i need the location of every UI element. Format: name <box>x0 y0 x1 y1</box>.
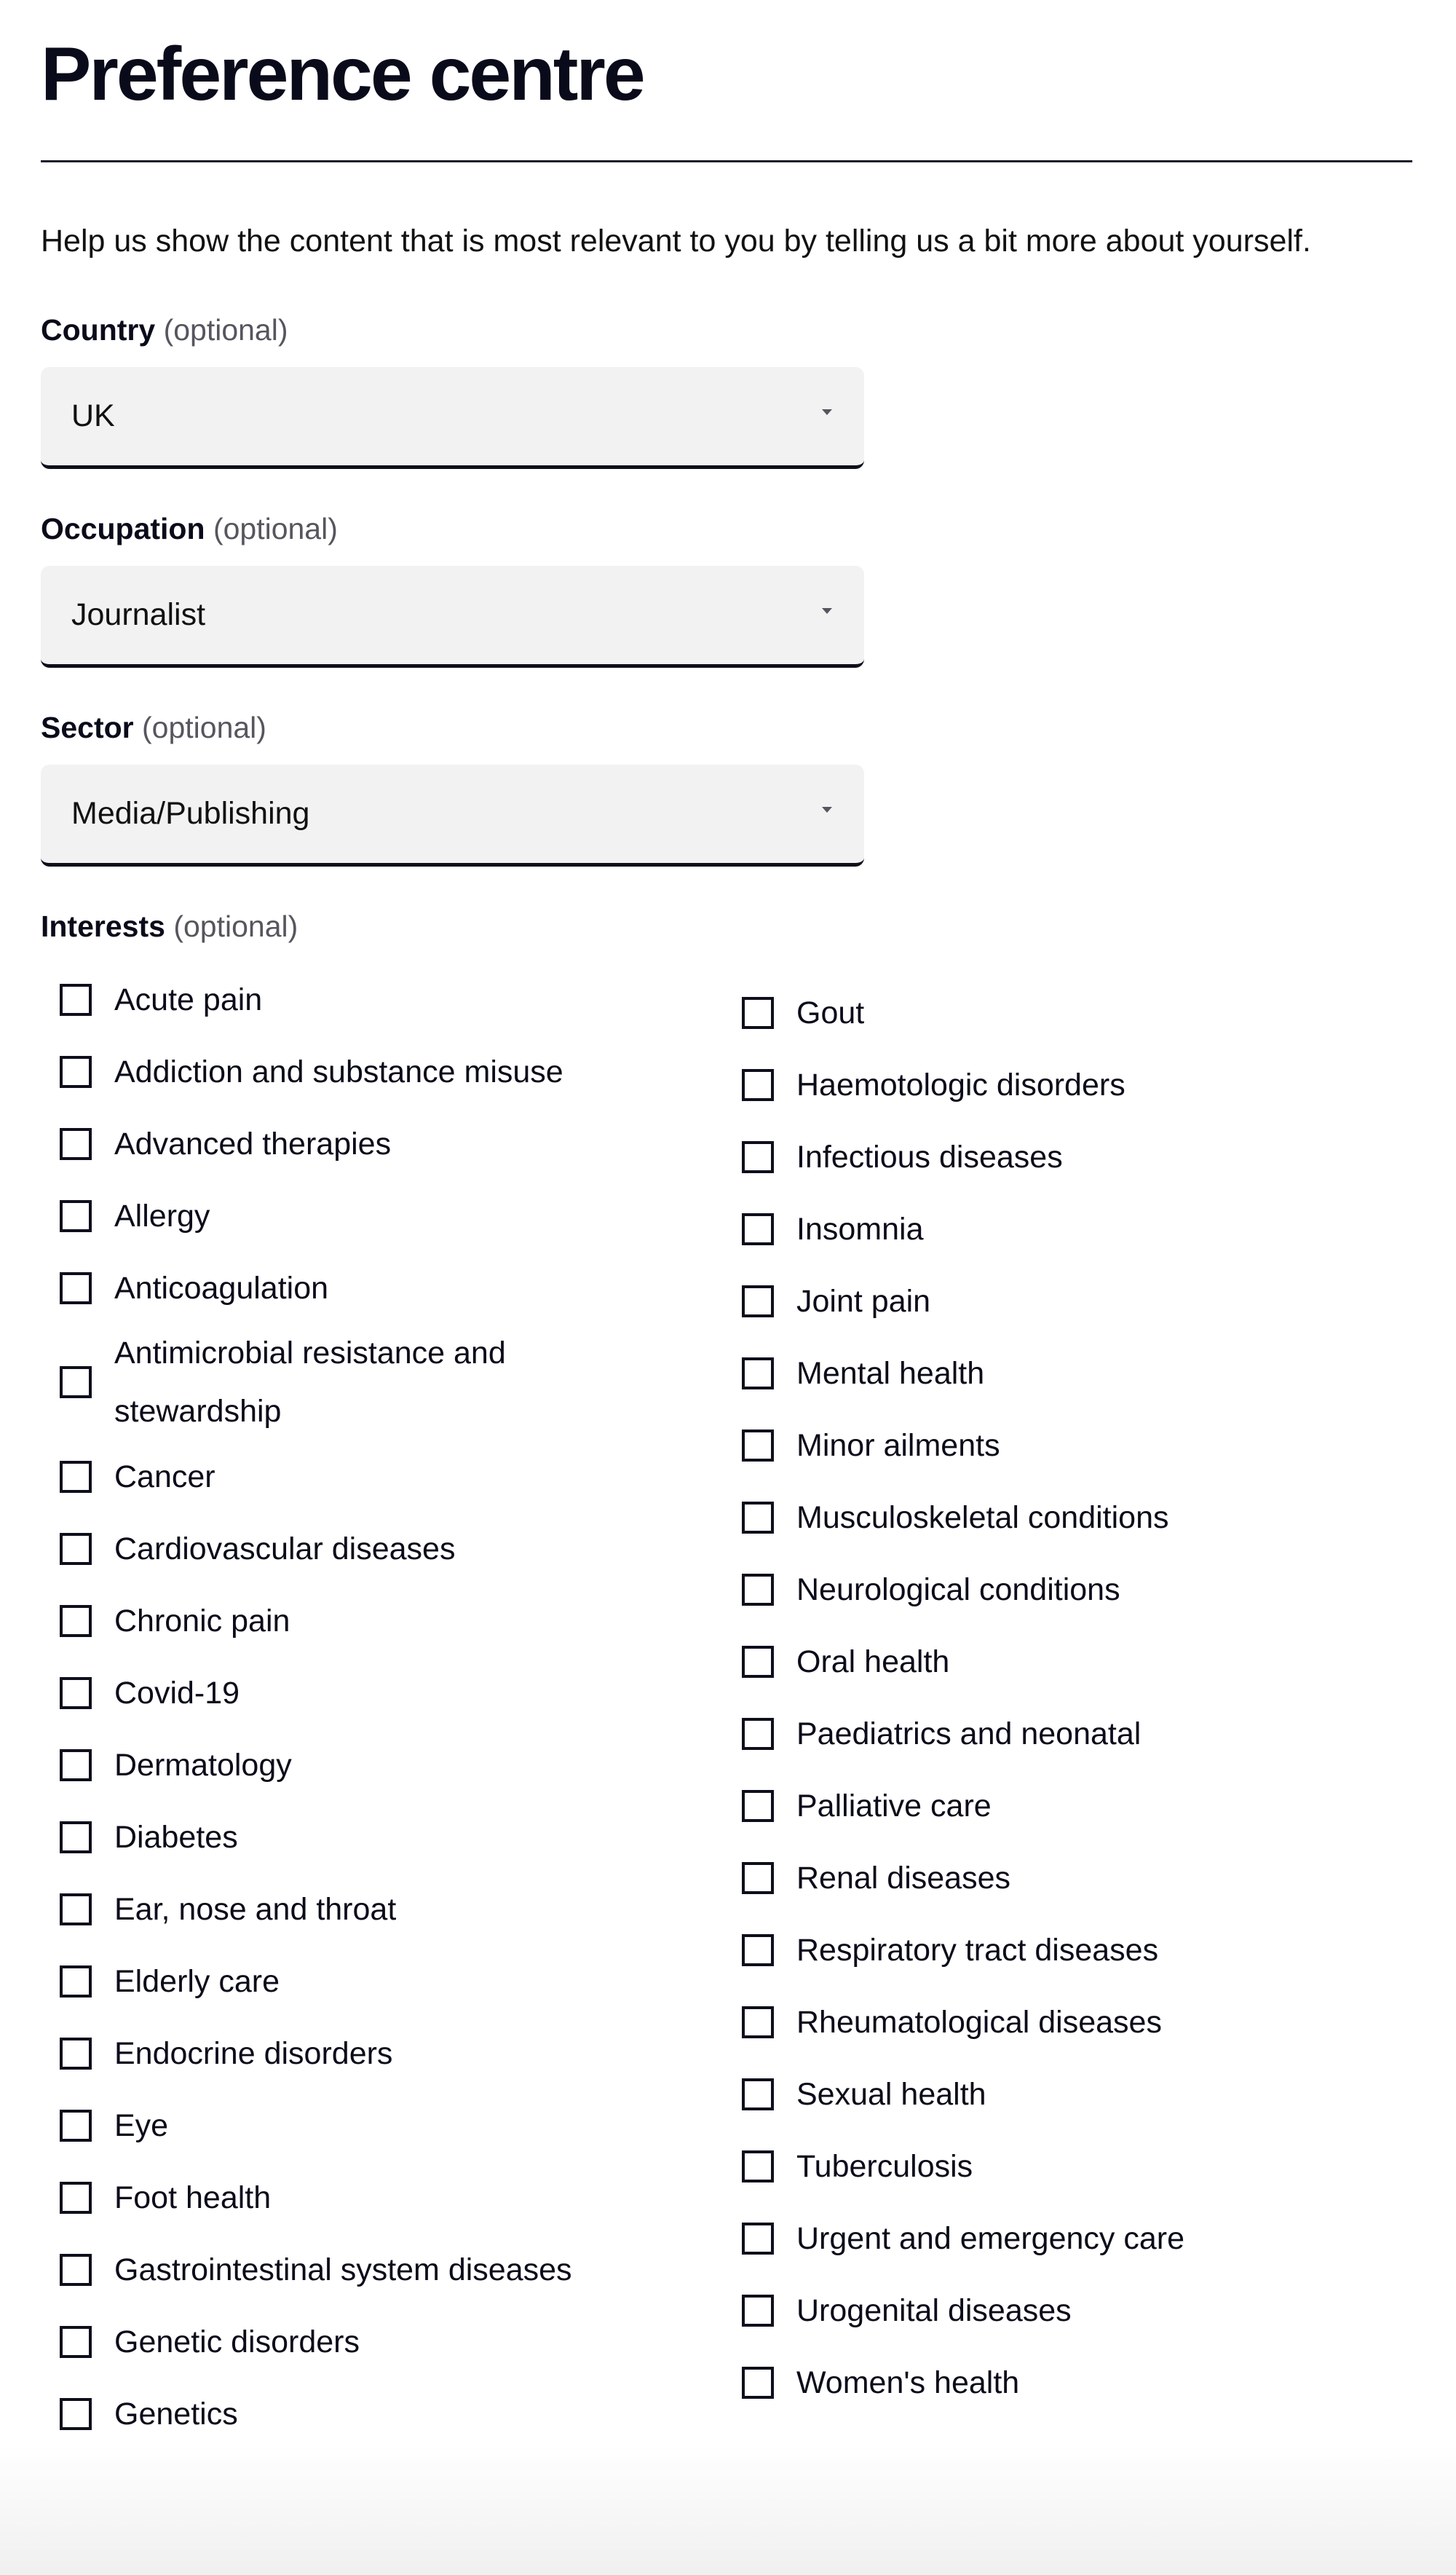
interests-left-column <box>41 963 742 2450</box>
interest-checkbox-item[interactable] <box>60 1873 742 1945</box>
interest-label: Antimicrobial resistance and stewardship <box>114 1336 506 1429</box>
sector-label-text: Sector <box>41 711 134 744</box>
checkbox[interactable] <box>60 2038 92 2070</box>
checkbox[interactable] <box>60 1366 92 1398</box>
interests-group <box>41 912 1414 2450</box>
interest-checkbox-item[interactable] <box>60 1324 742 1440</box>
checkbox[interactable] <box>60 1533 92 1565</box>
interest-label: Mental health <box>796 1355 985 1391</box>
interest-checkbox-item[interactable] <box>742 2058 1397 2130</box>
checkbox[interactable] <box>60 2110 92 2142</box>
interest-label: Anticoagulation <box>114 1270 329 1306</box>
checkbox[interactable] <box>742 1934 774 1966</box>
interest-label: Haemotologic disorders <box>796 1067 1125 1103</box>
interest-label: Ear, nose and throat <box>114 1891 397 1927</box>
checkbox[interactable] <box>742 2078 774 2110</box>
interest-checkbox-item[interactable] <box>60 1108 742 1180</box>
occupation-select[interactable] <box>41 566 864 668</box>
interest-label: Joint pain <box>796 1283 931 1319</box>
checkbox[interactable] <box>60 1821 92 1853</box>
interest-label: Advanced therapies <box>114 1126 392 1162</box>
bottom-fade-overlay <box>0 2444 1456 2575</box>
interest-label: Addiction and substance misuse <box>114 1054 563 1089</box>
interest-checkbox-item[interactable] <box>742 1049 1397 1121</box>
checkbox[interactable] <box>742 1646 774 1678</box>
interest-checkbox-item[interactable] <box>60 1252 742 1324</box>
interest-checkbox-item[interactable] <box>742 1625 1397 1697</box>
sector-select-value: Media/Publishing <box>71 796 310 831</box>
chevron-down-icon <box>822 807 832 813</box>
interest-label: Insomnia <box>796 1211 924 1247</box>
interest-label: Paediatrics and neonatal <box>796 1716 1142 1751</box>
checkbox[interactable] <box>60 984 92 1016</box>
interest-label: Cancer <box>114 1459 215 1494</box>
interests-label-text: Interests <box>41 910 165 943</box>
interest-label: Gout <box>796 995 865 1030</box>
interest-label: Foot health <box>114 2180 272 2215</box>
interest-label: Musculoskeletal conditions <box>796 1499 1169 1535</box>
interest-label: Rheumatological diseases <box>796 2004 1162 2040</box>
checkbox[interactable] <box>742 1069 774 1101</box>
intro-text: Help us show the content that is most relevant to you by telling us a bit more about yourself. <box>41 224 1311 259</box>
interest-checkbox-item[interactable] <box>742 1481 1397 1553</box>
interest-label: Renal diseases <box>796 1860 1011 1896</box>
checkbox[interactable] <box>60 1749 92 1781</box>
interest-label: Allergy <box>114 1198 210 1234</box>
checkbox[interactable] <box>742 1574 774 1606</box>
checkbox[interactable] <box>742 997 774 1029</box>
checkbox[interactable] <box>742 1718 774 1750</box>
checkbox[interactable] <box>60 2326 92 2358</box>
checkbox[interactable] <box>60 1272 92 1304</box>
interest-checkbox-item[interactable] <box>742 1337 1397 1409</box>
interest-checkbox-item[interactable] <box>742 1842 1397 1914</box>
interest-checkbox-item[interactable] <box>60 1513 742 1585</box>
interest-label: Genetic disorders <box>114 2324 360 2359</box>
interest-checkbox-item[interactable] <box>60 2017 742 2089</box>
checkbox[interactable] <box>60 2398 92 2430</box>
interest-checkbox-item[interactable] <box>60 963 742 1036</box>
checkbox[interactable] <box>60 1677 92 1709</box>
interest-checkbox-item[interactable] <box>742 1770 1397 1842</box>
interest-checkbox-item[interactable] <box>742 2130 1397 2202</box>
interests-columns <box>41 963 1414 2450</box>
interest-checkbox-item[interactable] <box>60 1729 742 1801</box>
checkbox[interactable] <box>60 1200 92 1232</box>
interest-label: Elderly care <box>114 1963 280 1999</box>
interest-label: Palliative care <box>796 1788 992 1823</box>
chevron-down-icon <box>822 409 832 415</box>
sector-optional-hint: (optional) <box>142 711 266 744</box>
interest-checkbox-item[interactable] <box>742 1986 1397 2058</box>
interest-checkbox-item[interactable] <box>60 1657 742 1729</box>
interest-checkbox-item[interactable] <box>60 1945 742 2017</box>
occupation-field <box>41 514 1414 668</box>
country-optional-hint: (optional) <box>163 313 288 347</box>
interest-label: Covid-19 <box>114 1675 240 1711</box>
interest-checkbox-item[interactable] <box>742 1265 1397 1337</box>
interest-label: Respiratory tract diseases <box>796 1932 1159 1968</box>
interest-checkbox-item[interactable] <box>742 977 1397 1049</box>
checkbox[interactable] <box>742 1141 774 1173</box>
chevron-down-icon <box>822 608 832 614</box>
sector-field <box>41 713 1414 867</box>
checkbox[interactable] <box>742 2295 774 2327</box>
interest-label: Gastrointestinal system diseases <box>114 2252 572 2287</box>
interest-checkbox-item[interactable] <box>60 2161 742 2233</box>
country-label <box>41 315 1414 345</box>
interest-checkbox-item[interactable] <box>60 1180 742 1252</box>
checkbox[interactable] <box>742 2367 774 2399</box>
interest-checkbox-item[interactable] <box>60 1440 742 1513</box>
checkbox[interactable] <box>742 2006 774 2038</box>
interest-checkbox-item[interactable] <box>60 2378 742 2450</box>
checkbox[interactable] <box>60 2254 92 2286</box>
interest-label: Endocrine disorders <box>114 2035 393 2071</box>
checkbox[interactable] <box>742 1862 774 1894</box>
occupation-optional-hint: (optional) <box>213 512 338 545</box>
interest-checkbox-item[interactable] <box>60 2306 742 2378</box>
title-divider <box>41 160 1412 162</box>
interest-checkbox-item[interactable] <box>60 1801 742 1873</box>
interest-label: Tuberculosis <box>796 2148 973 2184</box>
interest-label: Infectious diseases <box>796 1139 1063 1175</box>
interest-checkbox-item[interactable] <box>742 2202 1397 2274</box>
interest-checkbox-item[interactable] <box>742 1697 1397 1770</box>
country-field <box>41 315 1414 469</box>
interest-checkbox-item[interactable] <box>742 1193 1397 1265</box>
interest-checkbox-item[interactable] <box>60 1585 742 1657</box>
interest-label: Neurological conditions <box>796 1572 1120 1607</box>
interest-checkbox-item[interactable] <box>742 1409 1397 1481</box>
interest-checkbox-item[interactable] <box>742 2346 1397 2418</box>
interest-label: Cardiovascular diseases <box>114 1531 456 1566</box>
checkbox[interactable] <box>742 1502 774 1534</box>
interests-label <box>41 912 1414 942</box>
checkbox[interactable] <box>742 1213 774 1245</box>
checkbox[interactable] <box>742 1430 774 1462</box>
interest-label: Minor ailments <box>796 1427 1000 1463</box>
interest-label: Eye <box>114 2107 169 2143</box>
occupation-label <box>41 514 1414 544</box>
checkbox[interactable] <box>742 1357 774 1389</box>
interest-checkbox-item[interactable] <box>60 2233 742 2306</box>
interest-checkbox-item[interactable] <box>742 1553 1397 1625</box>
interest-label: Chronic pain <box>114 1603 290 1639</box>
country-select-value: UK <box>71 398 115 433</box>
interest-label: Genetics <box>114 2396 238 2432</box>
sector-label <box>41 713 1414 743</box>
interest-label: Sexual health <box>796 2076 986 2112</box>
page-title: Preference centre <box>41 32 644 117</box>
interest-label: Diabetes <box>114 1819 238 1855</box>
checkbox[interactable] <box>60 1056 92 1088</box>
interest-checkbox-item[interactable] <box>742 1914 1397 1986</box>
interest-label: Acute pain <box>114 982 263 1017</box>
interest-checkbox-item[interactable] <box>742 1121 1397 1193</box>
interest-checkbox-item[interactable] <box>60 2089 742 2161</box>
interest-label: Urogenital diseases <box>796 2292 1072 2328</box>
country-select[interactable] <box>41 367 864 469</box>
occupation-select-value: Journalist <box>71 597 206 632</box>
checkbox[interactable] <box>60 1128 92 1160</box>
checkbox[interactable] <box>742 1285 774 1317</box>
interest-label: Oral health <box>796 1644 950 1679</box>
checkbox[interactable] <box>60 1605 92 1637</box>
interest-label: Women's health <box>796 2365 1020 2400</box>
checkbox[interactable] <box>60 1461 92 1493</box>
checkbox[interactable] <box>60 2182 92 2214</box>
interests-right-column <box>742 963 1397 2450</box>
checkbox[interactable] <box>60 1965 92 1998</box>
interest-checkbox-item[interactable] <box>742 2274 1397 2346</box>
occupation-label-text: Occupation <box>41 512 205 545</box>
checkbox[interactable] <box>60 1893 92 1925</box>
checkbox[interactable] <box>742 2223 774 2255</box>
country-label-text: Country <box>41 313 156 347</box>
interest-label: Dermatology <box>114 1747 292 1783</box>
interest-checkbox-item[interactable] <box>60 1036 742 1108</box>
interests-optional-hint: (optional) <box>173 910 298 943</box>
checkbox[interactable] <box>742 2150 774 2182</box>
checkbox[interactable] <box>742 1790 774 1822</box>
interest-label: Urgent and emergency care <box>796 2220 1185 2256</box>
sector-select[interactable] <box>41 765 864 867</box>
